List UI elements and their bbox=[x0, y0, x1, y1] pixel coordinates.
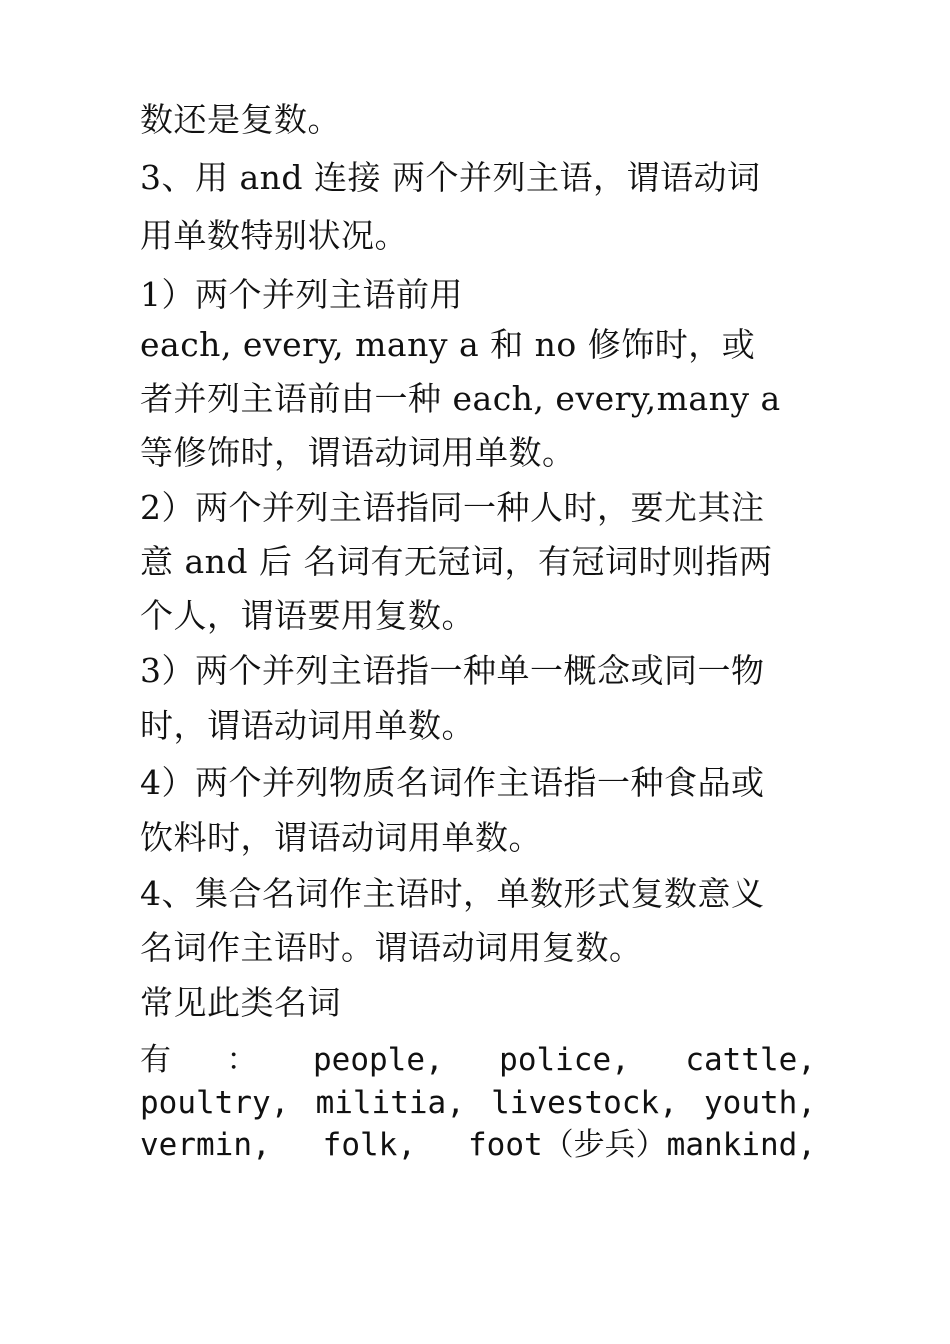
word-poultry: poultry, bbox=[140, 1085, 290, 1121]
word-folk: folk, bbox=[322, 1127, 416, 1163]
text-line-10: 个人，谓语要用复数。 bbox=[140, 596, 475, 635]
word-list-line-1 bbox=[140, 1040, 816, 1080]
word-livestock: livestock, bbox=[491, 1085, 678, 1121]
word-vermin: vermin, bbox=[140, 1127, 271, 1163]
text-line-7: 等修饰时，谓语动词用单数。 bbox=[140, 433, 576, 472]
text-line-9: 意 and 后 名词有无冠词，有冠词时则指两 bbox=[140, 542, 773, 581]
text-line-8: 2）两个并列主语指同一种人时，要尤其注 bbox=[140, 488, 765, 527]
text-line-2: 3、用 and 连接 两个并列主语，谓语动词 bbox=[140, 158, 761, 197]
text-line-16: 名词作主语时。谓语动词用复数。 bbox=[140, 928, 643, 967]
word-militia: militia, bbox=[315, 1085, 465, 1121]
text-line-1: 数还是复数。 bbox=[140, 100, 341, 139]
text-line-6: 者并列主语前由一种 each, every,many a bbox=[140, 379, 781, 418]
word-youth: youth, bbox=[704, 1085, 816, 1121]
word-police: police, bbox=[499, 1042, 630, 1078]
word-people: people, bbox=[313, 1042, 444, 1078]
text-line-14: 饮料时，谓语动词用单数。 bbox=[140, 818, 542, 857]
text-line-17: 常见此类名词 bbox=[140, 983, 341, 1022]
word-you: 有 bbox=[140, 1042, 171, 1078]
text-line-4: 1）两个并列主语前用 bbox=[140, 275, 463, 314]
text-line-3: 用单数特别状况。 bbox=[140, 216, 408, 255]
text-line-13: 4）两个并列物质名词作主语指一种食品或 bbox=[140, 763, 765, 802]
text-line-5: each, every, many a 和 no 修饰时，或 bbox=[140, 325, 756, 364]
word-cattle: cattle, bbox=[685, 1042, 816, 1078]
text-line-11: 3）两个并列主语指一种单一概念或同一物 bbox=[140, 651, 765, 690]
word-foot-mankind: foot（步兵）mankind, bbox=[468, 1127, 816, 1163]
text-line-12: 时，谓语动词用单数。 bbox=[140, 706, 475, 745]
text-line-15: 4、集合名词作主语时，单数形式复数意义 bbox=[140, 874, 765, 913]
word-list-line-3 bbox=[140, 1125, 816, 1165]
colon: ： bbox=[226, 1042, 258, 1078]
word-list-line-2 bbox=[140, 1083, 816, 1123]
